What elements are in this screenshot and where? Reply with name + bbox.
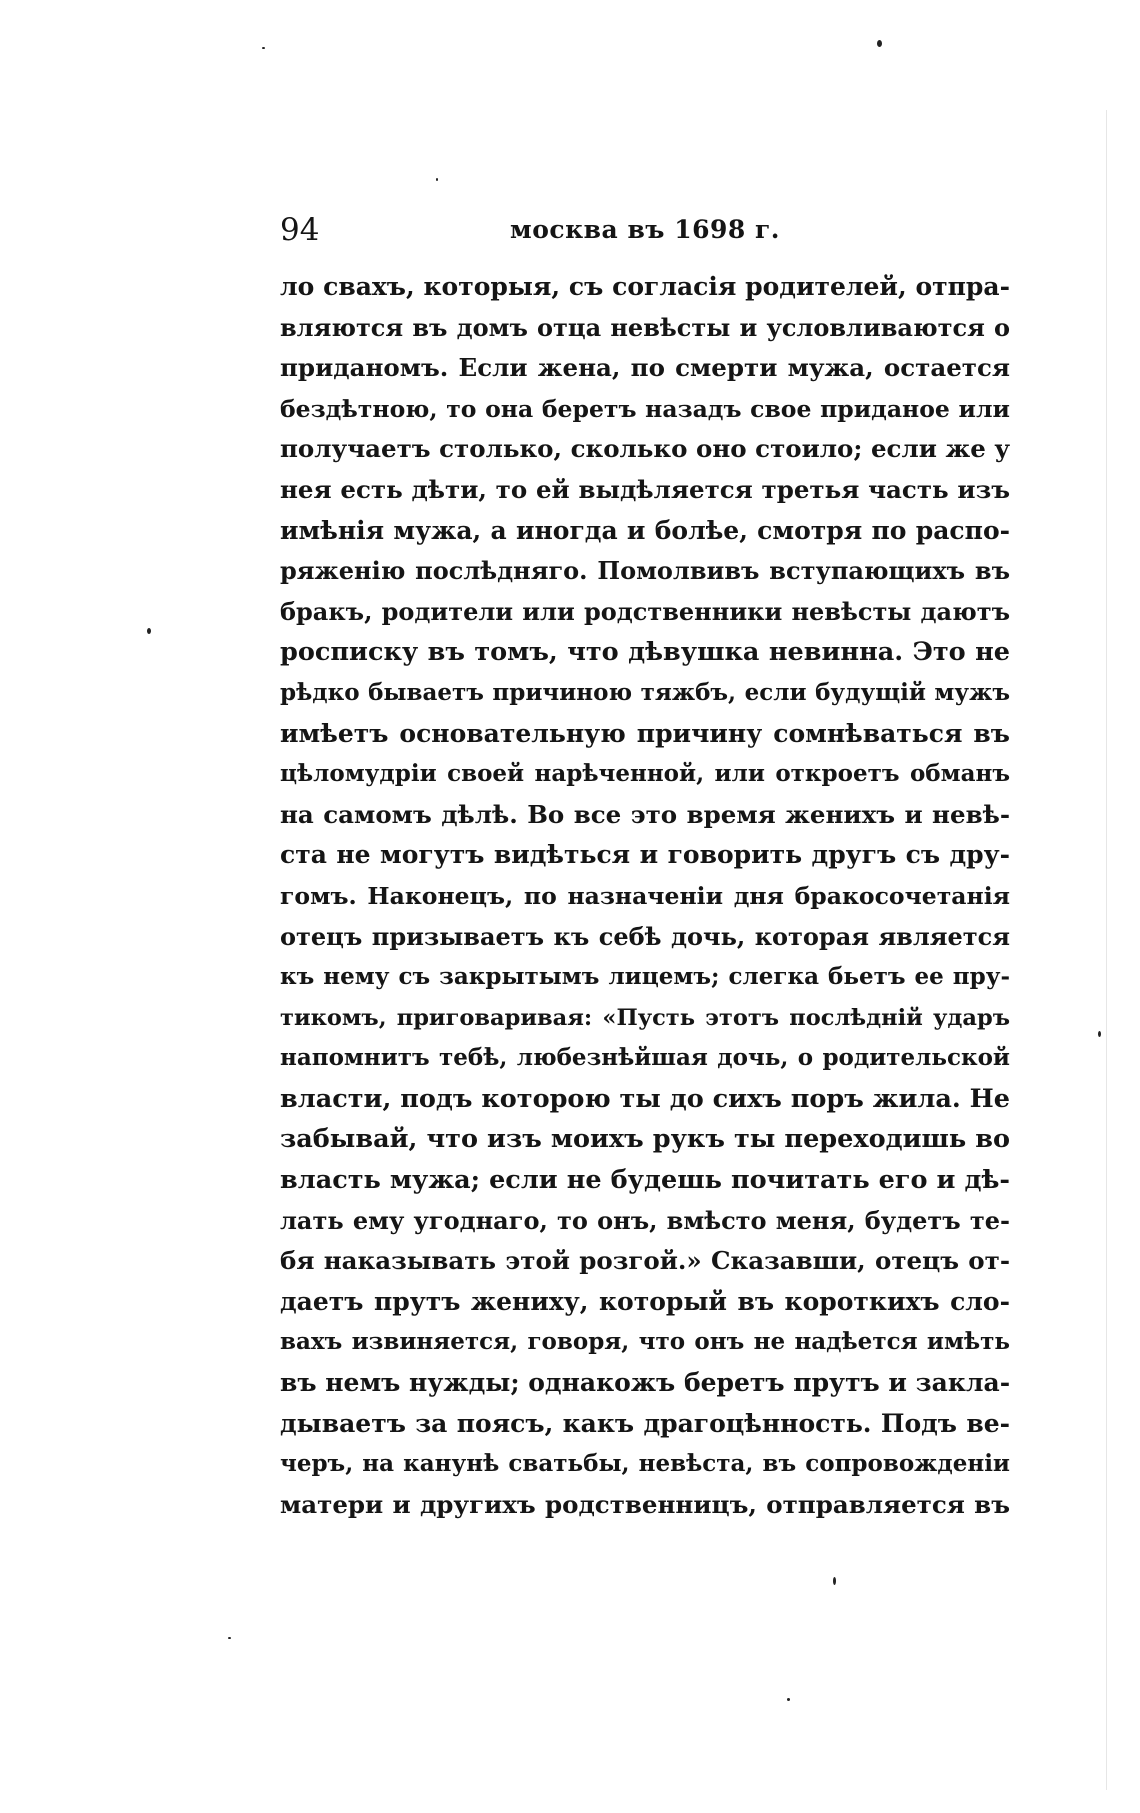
text-line: приданомъ. Если жена, по смерти мужа, остается bbox=[280, 353, 1010, 383]
body-text bbox=[280, 267, 1010, 1525]
text-line: ло свахъ, которыя, съ согласія родителей, отпра- bbox=[280, 272, 1010, 301]
text-line: дываетъ за поясъ, какъ драгоцѣнность. Подъ ве- bbox=[280, 1408, 1010, 1438]
text-line: власти, подъ которою ты до сихъ поръ жила. Не bbox=[280, 1083, 1010, 1114]
text-line: вахъ извиняется, говоря, что онъ не надѣется имѣть bbox=[280, 1328, 1010, 1356]
text-line: власть мужа; если не будешь почитать его и дѣ- bbox=[280, 1165, 1010, 1196]
scan-speck bbox=[787, 1698, 790, 1701]
text-line: черъ, на канунѣ сватьбы, невѣста, въ сопровожденіи bbox=[280, 1450, 1010, 1478]
text-line: на самомъ дѣлѣ. Во все это время женихъ и невѣ- bbox=[280, 799, 1010, 829]
scan-speck bbox=[877, 40, 882, 47]
scan-speck bbox=[262, 47, 265, 49]
page-edge-shadow bbox=[1106, 110, 1107, 1790]
text-line: бездѣтною, то она беретъ назадъ свое приданое или bbox=[280, 394, 1010, 423]
text-line: отецъ призываетъ къ себѣ дочь, которая является bbox=[280, 921, 1010, 951]
text-line: забывай, что изъ моихъ рукъ ты переходишь во bbox=[280, 1124, 1010, 1155]
running-head bbox=[280, 210, 1010, 250]
text-line: гомъ. Наконецъ, по назначеніи дня бракосочетанія bbox=[280, 881, 1010, 910]
text-line: матери и другихъ родственницъ, отправляется въ bbox=[280, 1489, 1010, 1519]
text-line: имѣетъ основательную причину сомнѣваться въ bbox=[280, 718, 1010, 748]
text-line: ряженію послѣдняго. Помолвивъ вступающихъ въ bbox=[280, 556, 1010, 586]
text-line: цѣломудріи своей нарѣченной, или откроетъ обманъ bbox=[280, 760, 1010, 788]
text-line: имѣнія мужа, а иногда и болѣе, смотря по распо- bbox=[280, 515, 1010, 545]
text-line: рѣдко бываетъ причиною тяжбъ, если будущій мужъ bbox=[280, 678, 1010, 706]
scan-speck bbox=[147, 628, 151, 634]
text-line: даетъ прутъ жениху, который въ короткихъ сло- bbox=[280, 1286, 1010, 1316]
scan-speck bbox=[436, 178, 438, 181]
text-line: тикомъ, приговаривая: «Пусть этотъ послѣдній ударъ bbox=[280, 1004, 1010, 1031]
scan-speck bbox=[1098, 1031, 1101, 1037]
text-line: бя наказывать этой розгой.» Сказавши, отецъ от- bbox=[280, 1246, 1010, 1276]
text-line: нея есть дѣти, то ей выдѣляется третья часть изъ bbox=[280, 474, 1010, 504]
text-line: напомнитъ тебѣ, любезнѣйшая дочь, о родительской bbox=[280, 1044, 1010, 1072]
page-number: 94 bbox=[280, 212, 320, 248]
scan-speck bbox=[228, 1637, 231, 1639]
text-line: въ немъ нужды; однакожъ беретъ прутъ и закла- bbox=[280, 1368, 1010, 1398]
text-line: ста не могутъ видѣться и говорить другъ съ дру- bbox=[280, 840, 1010, 870]
text-line: бракъ, родители или родственники невѣсты даютъ bbox=[280, 596, 1010, 626]
text-line: получаетъ столько, сколько оно стоило; если же у bbox=[280, 434, 1010, 464]
text-line: лать ему угоднаго, то онъ, вмѣсто меня, будетъ те- bbox=[280, 1205, 1010, 1235]
running-title: москва въ 1698 г. bbox=[510, 215, 780, 244]
scan-speck bbox=[833, 1577, 836, 1585]
text-line: вляются въ домъ отца невѣсты и условливаются о bbox=[280, 312, 1010, 342]
text-line: къ нему съ закрытымъ лицемъ; слегка бьетъ ее пру- bbox=[280, 963, 1010, 991]
text-line: росписку въ томъ, что дѣвушка невинна. Это не bbox=[280, 637, 1010, 668]
